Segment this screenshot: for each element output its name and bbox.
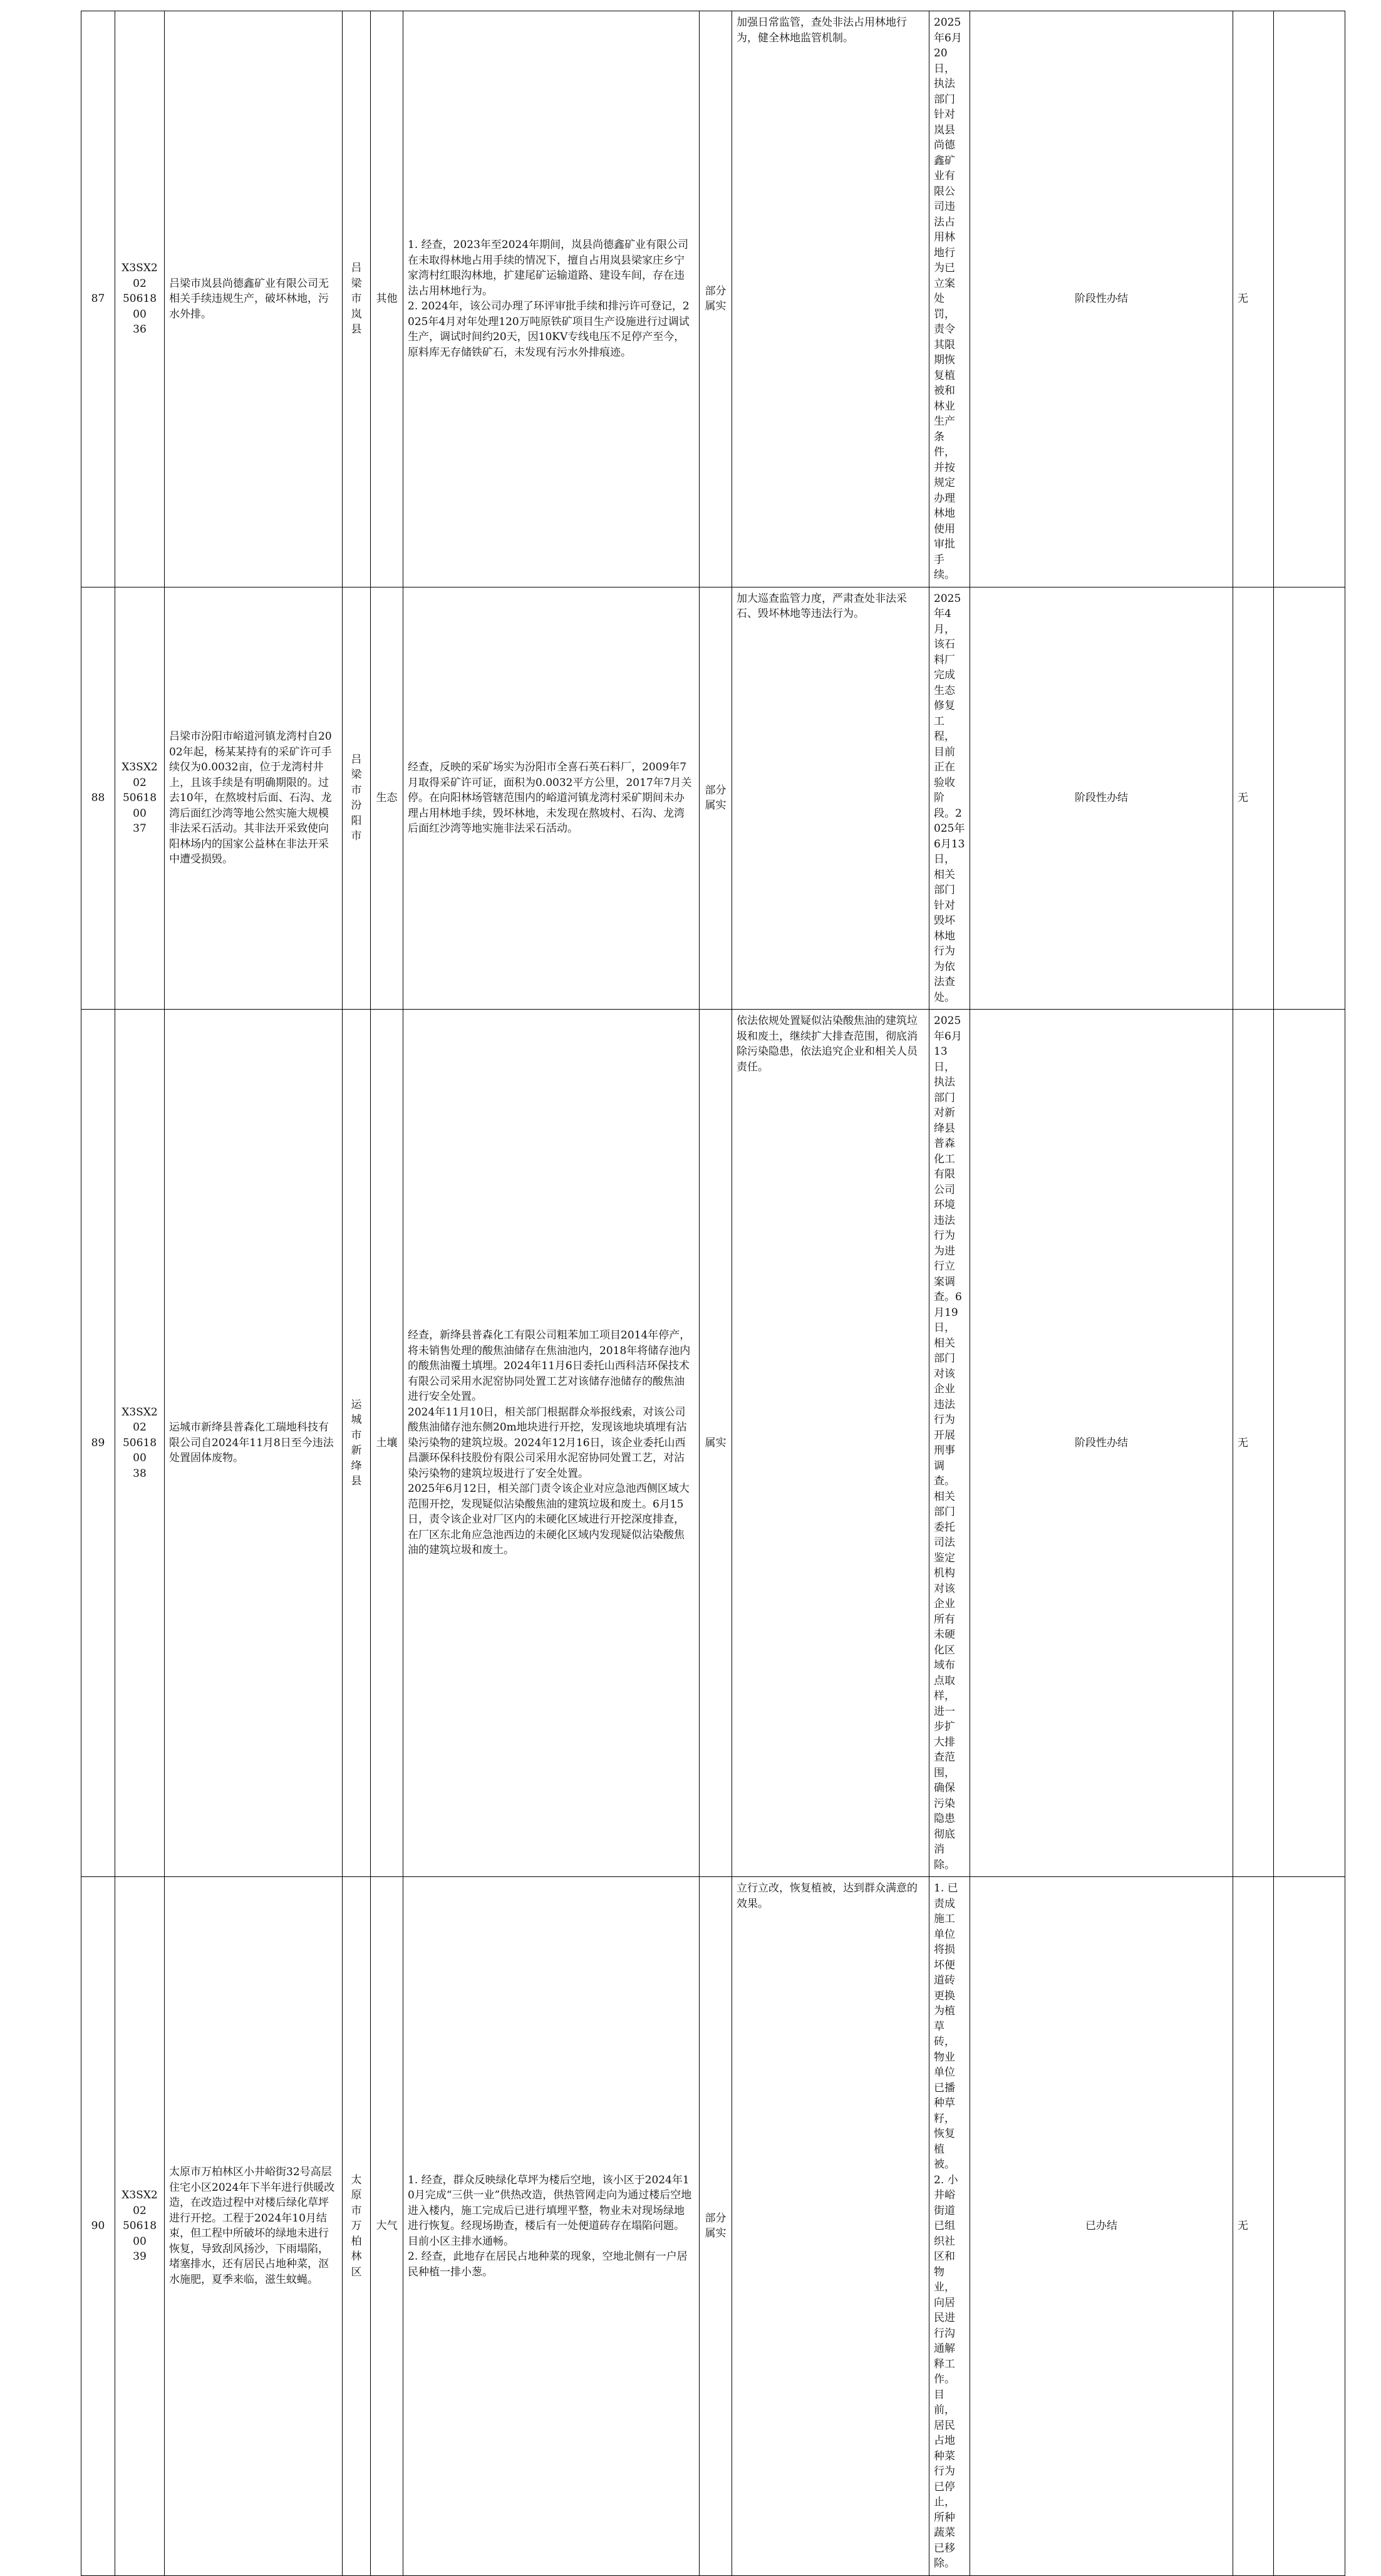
row-number-cell: 88 <box>81 587 115 1010</box>
case-code-cell-line: 5061800 <box>122 1436 157 1465</box>
handling-status-cell: 阶段性办结 <box>970 587 1233 1010</box>
investigation-findings-cell-line: 1. 经查，群众反映绿化草坪为楼后空地，该小区于2024年10月完成“三供一业”供热改造，供热管网走向为通过楼后空地进入楼内，施工完成后已进行填埋平整，物业未对现场绿地进行恢复。经现场勘查，楼后有一处便道砖存在塌陷问题。目前小区主排水通畅。 <box>408 2173 692 2248</box>
handling-progress-cell-line: 2025年4月，该石料厂完成生态修复工程，目前正在验收阶段。2025年6月13日，相关部门针对毁坏林地行为为依法查处。 <box>934 592 965 1004</box>
handling-progress-cell <box>929 11 970 587</box>
handling-status-cell: 已办结 <box>970 1877 1233 2576</box>
blank-cell <box>1274 1010 1345 1877</box>
case-code-cell <box>115 587 165 1010</box>
rectification-measures-cell <box>732 1010 929 1877</box>
case-code-cell-line: 5061800 <box>122 792 157 820</box>
case-code-cell-line: X3SX202 <box>122 1405 158 1434</box>
investigation-findings-cell-line: 经查，反映的采矿场实为汾阳市全喜石英石料厂，2009年7月取得采矿许可证，面积为0.0032平方公里，2017年7月关停。在向阳林场管辖范围内的峪道河镇龙湾村采矿期间未办理占用林地手续，毁坏林地，未发现在熬坡村、石沟、龙湾后面红沙湾等地实施非法采石活动。 <box>408 761 692 835</box>
handling-progress-cell-line: 2025年6月13日，执法部门对新绛县普森化工有限公司环境违法行为为进行立案调查。6月19日，相关部门对该企业违法行为开展刑事调查。相关部门委托司法鉴定机构对该企业所有未硬化区域布点取样，进一步扩大排查范围，确保污染隐患彻底消除。 <box>934 1015 962 1871</box>
verification-result-cell: 部分属实 <box>700 11 732 587</box>
case-code-cell <box>115 1877 165 2576</box>
complaint-content-cell: 太原市万柏林区小井峪街32号高层住宅小区2024年下半年进行供暖改造，在改造过程中对楼后绿化草坪进行开挖。工程于2024年10月结束，但工程中所破坏的绿地未进行恢复，导致刮风扬沙，下雨塌陷，堵塞排水，还有居民占地种菜，沤水施肥，夏季来临，滋生蚊蝇。 <box>165 1877 343 2576</box>
investigation-findings-cell <box>403 587 700 1010</box>
case-code-cell <box>115 11 165 587</box>
row-number-cell: 90 <box>81 1877 115 2576</box>
rectification-measures-cell-line: 加大巡查监管力度，严肃查处非法采石、毁坏林地等违法行为。 <box>737 592 907 620</box>
investigation-findings-cell-line: 2024年11月10日，相关部门根据群众举报线索，对该公司酸焦油储存池东侧20m地块进行开挖，发现该地块填埋有沾染污染物的建筑垃圾。2024年12月16日，该企业委托山西昌灏环保科技股份有限公司采用水泥窑协同处置工艺，对沾染污染物的建筑垃圾进行了安全处置。 <box>408 1405 687 1480</box>
blank-cell <box>1274 1877 1345 2576</box>
case-code-cell-line: 37 <box>133 822 147 835</box>
investigation-findings-cell <box>403 11 700 587</box>
accountability-cell: 无 <box>1233 1010 1274 1877</box>
rectification-measures-cell-line: 立行立改，恢复植被，达到群众满意的效果。 <box>737 1882 918 1910</box>
verification-result-cell: 部分属实 <box>700 587 732 1010</box>
handling-progress-cell-line: 1. 已责成施工单位将损坏便道砖更换为植草砖，物业单位已播种草籽，恢复植被。 <box>934 1882 958 2171</box>
case-code-cell-line: 5061800 <box>122 2220 157 2248</box>
accountability-cell: 无 <box>1233 1877 1274 2576</box>
investigation-findings-cell <box>403 1877 700 2576</box>
handling-progress-cell <box>929 587 970 1010</box>
table-row <box>81 11 1345 587</box>
case-code-cell-line: X3SX202 <box>122 761 158 789</box>
case-code-cell-line: 39 <box>133 2250 147 2263</box>
petition-table <box>81 11 1345 2576</box>
row-number-cell: 87 <box>81 11 115 587</box>
investigation-findings-cell-line: 2. 2024年，该公司办理了环评审批手续和排污许可登记，2025年4月对年处理120万吨原铁矿项目生产设施进行过调试生产，调试时间约20天，因10KV专线电压不足停产至今，原料库无存储铁矿石，未发现有污水外排痕迹。 <box>408 300 690 359</box>
handling-status-cell: 阶段性办结 <box>970 11 1233 587</box>
administrative-area-cell: 吕梁市岚县 <box>343 11 371 587</box>
case-code-cell-line: 36 <box>133 323 147 336</box>
accountability-cell: 无 <box>1233 587 1274 1010</box>
complaint-content-cell: 吕梁市汾阳市峪道河镇龙湾村自2002年起，杨某某持有的采矿许可手续仅为0.0032亩，位于龙湾村井上，且该手续是有明确期限的。过去10年，在熬坡村后面、石沟、龙湾后面红沙湾等地公然实施大规模非法采石活动。其非法开采致使向阳林场内的国家公益林在非法开采中遭受损毁。 <box>165 587 343 1010</box>
investigation-findings-cell-line: 1. 经查，2023年至2024年期间，岚县尚德鑫矿业有限公司在未取得林地占用手续的情况下，擅自占用岚县梁家庄乡宁家湾村红眼沟林地，扩建尾矿运输道路、建设车间，存在违法占用林地行为。 <box>408 239 689 297</box>
rectification-measures-cell-line: 加强日常监管，查处非法占用林地行为，健全林地监管机制。 <box>737 16 907 44</box>
case-code-cell <box>115 1010 165 1877</box>
complaint-content-cell: 运城市新绛县普森化工瑞地科技有限公司自2024年11月8日至今违法处置固体废物。 <box>165 1010 343 1877</box>
investigation-findings-cell-line: 经查，新绛县普森化工有限公司粗苯加工项目2014年停产，将未销售处理的酸焦油储存在焦油池内，2018年将储存池内的酸焦油覆土填埋。2024年11月6日委托山西科洁环保技术有限公司采用水泥窑协同处置工艺对该储存池储存的酸焦油进行安全处置。 <box>408 1329 691 1404</box>
handling-progress-cell <box>929 1877 970 2576</box>
blank-cell <box>1274 11 1345 587</box>
investigation-findings-cell-line: 2025年6月12日，相关部门责令该企业对应急池西侧区域大范围开挖，发现疑似沾染酸焦油的建筑垃圾和废土。6月15日，责令该企业对厂区内的未硬化区域进行开挖深度排查，在厂区东北角应急池西边的未硬化区域内发现疑似沾染酸焦油的建筑垃圾和废土。 <box>408 1482 690 1557</box>
administrative-area-cell: 太原市万柏林区 <box>343 1877 371 2576</box>
verification-result-cell: 属实 <box>700 1010 732 1877</box>
rectification-measures-cell <box>732 587 929 1010</box>
investigation-findings-cell-line: 2. 经查，此地存在居民占地种菜的现象，空地北侧有一户居民种植一排小葱。 <box>408 2250 688 2279</box>
row-number-cell: 89 <box>81 1010 115 1877</box>
table-row <box>81 1877 1345 2576</box>
investigation-findings-cell <box>403 1010 700 1877</box>
pollution-type-cell: 土壤 <box>371 1010 403 1877</box>
administrative-area-cell: 运城市新绛县 <box>343 1010 371 1877</box>
accountability-cell: 无 <box>1233 11 1274 587</box>
rectification-measures-cell-line: 依法依规处置疑似沾染酸焦油的建筑垃圾和废土，继续扩大排查范围，彻底消除污染隐患，依法追究企业和相关人员责任。 <box>737 1015 918 1073</box>
complaint-content-cell: 吕梁市岚县尚德鑫矿业有限公司无相关手续违规生产，破坏林地，污水外排。 <box>165 11 343 587</box>
rectification-measures-cell <box>732 1877 929 2576</box>
case-code-cell-line: 5061800 <box>122 292 157 321</box>
handling-progress-cell-line: 2025年6月20日，执法部门针对岚县尚德鑫矿业有限公司违法占用林地行为已立案处罚，责令其限期恢复植被和林业生产条件，并按规定办理林地使用审批手续。 <box>934 16 962 581</box>
case-code-cell-line: X3SX202 <box>122 2189 158 2217</box>
verification-result-cell: 部分属实 <box>700 1877 732 2576</box>
table-row <box>81 587 1345 1010</box>
rectification-measures-cell <box>732 11 929 587</box>
pollution-type-cell: 大气 <box>371 1877 403 2576</box>
handling-progress-cell <box>929 1010 970 1877</box>
case-code-cell-line: X3SX202 <box>122 262 158 290</box>
blank-cell <box>1274 587 1345 1010</box>
case-code-cell-line: 38 <box>133 1467 147 1480</box>
administrative-area-cell: 吕梁市汾阳市 <box>343 587 371 1010</box>
table-row <box>81 1010 1345 1877</box>
handling-status-cell: 阶段性办结 <box>970 1010 1233 1877</box>
pollution-type-cell: 其他 <box>371 11 403 587</box>
pollution-type-cell: 生态 <box>371 587 403 1010</box>
handling-progress-cell-line: 2. 小井峪街道已组织社区和物业，向居民进行沟通解释工作。目前，居民占地种菜行为已停止，所种蔬菜已移除。 <box>934 2173 958 2570</box>
